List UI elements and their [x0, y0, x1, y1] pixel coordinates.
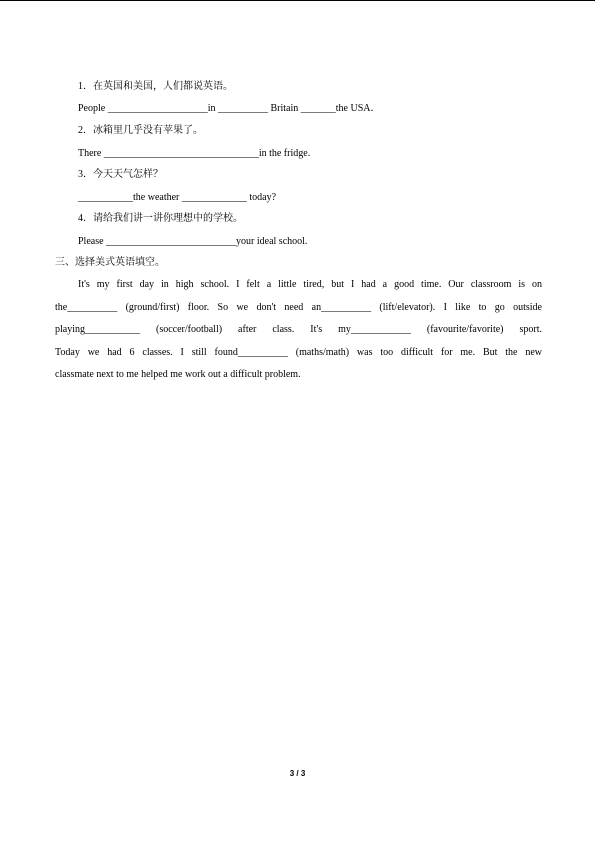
passage-line-5: classmate next to me helped me work out a difficult problem. [55, 369, 301, 380]
item-2-prompt: 2．冰箱里几乎没有苹果了。 [78, 125, 203, 136]
item-4-answer: Please __________________________your ideal school. [78, 236, 308, 247]
item-1-prompt: 1．在英国和美国，人们都说英语。 [78, 81, 233, 92]
item-3-answer: ___________the weather _____________ today? [78, 192, 277, 203]
page-number: 3 / 3 [289, 769, 306, 778]
section-3-heading: 三、选择美式英语填空。 [55, 257, 165, 268]
item-3-prompt: 3．今天天气怎样？ [78, 169, 163, 180]
item-2-answer: There _______________________________in the fridge. [78, 148, 311, 159]
header-rule [0, 0, 595, 1]
passage-line-1: It's my first day in high school. I felt a little tired, but I had a good time. Our classroom is on [78, 279, 542, 290]
item-1-answer: People ____________________in __________ Britain _______the USA． [78, 103, 381, 114]
passage-line-3: playing___________ (soccer/football) after class. It's my____________ (favourite/favorite) sport. [55, 324, 542, 335]
item-4-prompt: 4．请给我们讲一讲你理想中的学校。 [78, 213, 243, 224]
passage-line-4: Today we had 6 classes. I still found__________ (maths/math) was too difficult for me. But the new [55, 347, 542, 358]
passage-line-2: the__________ (ground/first) floor. So we don't need an__________ (lift/elevator). I like to go outside [55, 302, 542, 313]
